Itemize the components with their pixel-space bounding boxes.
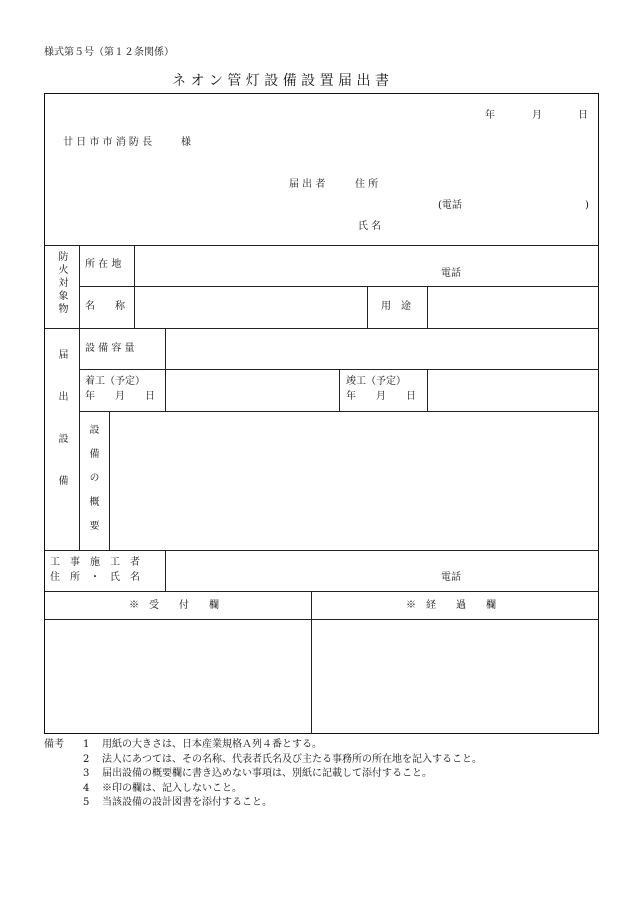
date-day: 日 — [578, 110, 588, 121]
contractor-label-line2: 住 所 ・ 氏 名 — [50, 572, 140, 583]
page-title: ネ オ ン 管 灯 設 備 設 置 届 出 書 — [172, 73, 389, 89]
note-number: 5 — [83, 797, 90, 808]
notifier-phone-close: ) — [585, 200, 589, 211]
note-number: 1 — [83, 739, 90, 750]
contractor-phone-label: 電話 — [441, 572, 461, 583]
note-text: 法人にあつては、その名称、代表者氏名及び主たる事務所の所在地を記入すること。 — [102, 753, 482, 765]
progress-label: ※ 経 過 欄 — [406, 600, 496, 611]
date-year: 年 — [485, 110, 495, 121]
location-phone-label: 電話 — [441, 268, 461, 279]
notifier-name-label: 氏 名 — [358, 221, 382, 232]
notifier-address-label: 住 所 — [355, 179, 379, 190]
date-month: 月 — [532, 110, 542, 121]
finish-label: 竣工（予定） — [346, 376, 406, 387]
note-number: 2 — [83, 753, 90, 765]
target-section-label: 防火対象物 — [56, 251, 67, 316]
capacity-label: 設 備 容 量 — [85, 343, 135, 354]
addressee: 廿 日 市 市 消 防 長 — [63, 137, 153, 148]
overview-label: 設備の概要 — [87, 424, 98, 544]
target-name-label: 名 称 — [85, 301, 125, 312]
note-text: ※印の欄は、記入しないこと。 — [102, 782, 242, 794]
notifier-label: 届 出 者 — [289, 179, 326, 190]
note-number: 4 — [83, 782, 90, 794]
notes-heading: 備考 — [44, 739, 64, 750]
note-text: 届出設備の概要欄に書き込めない事項は、別紙に記載して添付すること。 — [102, 768, 432, 779]
note-text: 当該設備の設計図書を添付すること。 — [102, 797, 272, 808]
start-date: 年 月 日 — [85, 391, 155, 402]
contractor-label-line1: 工 事 施 工 者 — [50, 557, 140, 568]
location-label: 所 在 地 — [85, 259, 122, 270]
form-table — [44, 93, 599, 734]
addressee-suffix: 様 — [181, 137, 191, 148]
notifier-phone-open: (電話 — [438, 200, 462, 211]
start-label: 着工（予定） — [85, 376, 145, 387]
finish-date: 年 月 日 — [346, 391, 416, 402]
form-number: 様式第５号（第１２条関係） — [44, 47, 174, 58]
equipment-section-label: 届出設備 — [56, 349, 67, 517]
reception-label: ※ 受 付 欄 — [129, 600, 219, 611]
target-use-label: 用 途 — [381, 301, 411, 312]
note-text: 用紙の大きさは、日本産業規格Ａ列４番とする。 — [102, 739, 322, 750]
note-number: 3 — [83, 768, 90, 779]
